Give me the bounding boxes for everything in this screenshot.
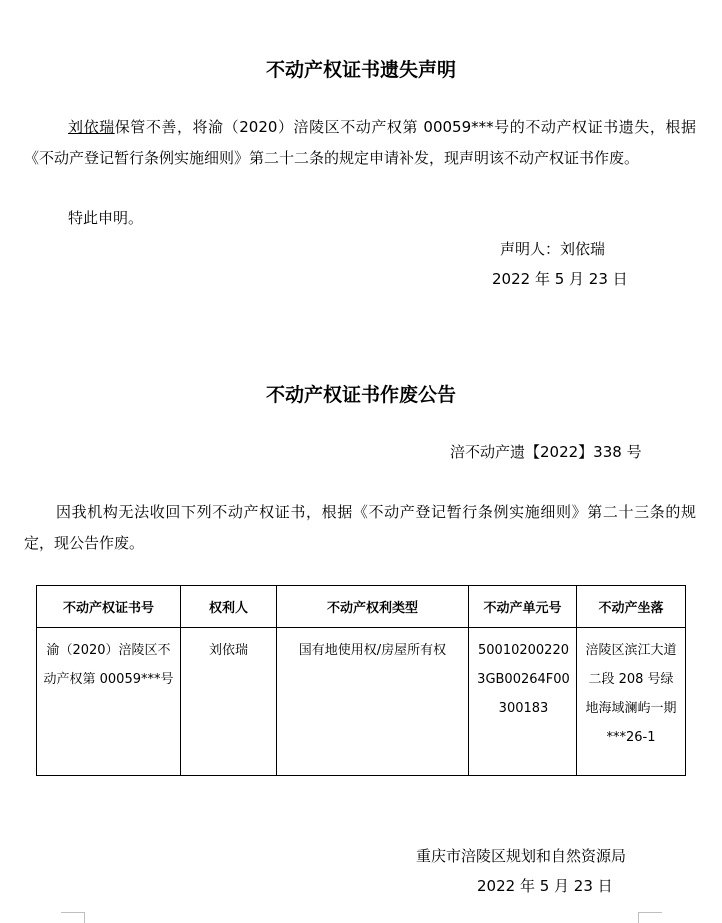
page-corner-mark-left xyxy=(61,912,85,923)
table-header-row xyxy=(37,586,686,628)
void-notice-date: 2022 年 5 月 23 日 xyxy=(477,877,613,895)
lost-notice-paragraph xyxy=(24,112,696,174)
void-notice-paragraph: 因我机构无法收回下列不动产权证书，根据《不动产登记暂行条例实施细则》第二十三条的规定，现公告作废。 xyxy=(24,503,696,552)
cell-unit-no: 500102002203GB00264F00300183 xyxy=(469,628,577,776)
cell-location: 涪陵区滨江大道二段 208 号绿地海域澜屿一期***26-1 xyxy=(577,628,686,776)
closing-statement: 特此申明。 xyxy=(68,209,144,227)
page-corner-mark-right xyxy=(638,912,662,923)
cell-certificate-no: 渝（2020）涪陵区不动产权第 00059***号 xyxy=(37,628,181,776)
cell-right-type: 国有地使用权/房屋所有权 xyxy=(277,628,469,776)
lost-notice-text: 保管不善，将渝（2020）涪陵区不动产权第 00059***号的不动产权证书遗失，根据《不动产登记暂行条例实施细则》第二十二条的规定申请补发，现声明该不动产权证书作废。 xyxy=(24,118,696,167)
declarant-line: 声明人：刘依瑞 xyxy=(500,240,606,258)
notice-title-lost: 不动产权证书遗失声明 xyxy=(265,59,456,81)
certificate-table xyxy=(36,585,686,776)
header-certificate-no: 不动产权证书号 xyxy=(37,586,181,628)
table-row xyxy=(37,628,686,776)
header-unit-no: 不动产单元号 xyxy=(469,586,577,628)
owner-name: 刘依瑞 xyxy=(68,118,115,136)
issuer-name: 重庆市涪陵区规划和自然资源局 xyxy=(416,847,627,865)
header-right-type: 不动产权利类型 xyxy=(277,586,469,628)
header-right-holder: 权利人 xyxy=(181,586,277,628)
document-number: 涪不动产遗【2022】338 号 xyxy=(450,443,642,461)
header-location: 不动产坐落 xyxy=(577,586,686,628)
lost-notice-date: 2022 年 5 月 23 日 xyxy=(492,270,628,288)
cell-right-holder: 刘依瑞 xyxy=(181,628,277,776)
notice-title-void: 不动产权证书作废公告 xyxy=(265,384,456,406)
